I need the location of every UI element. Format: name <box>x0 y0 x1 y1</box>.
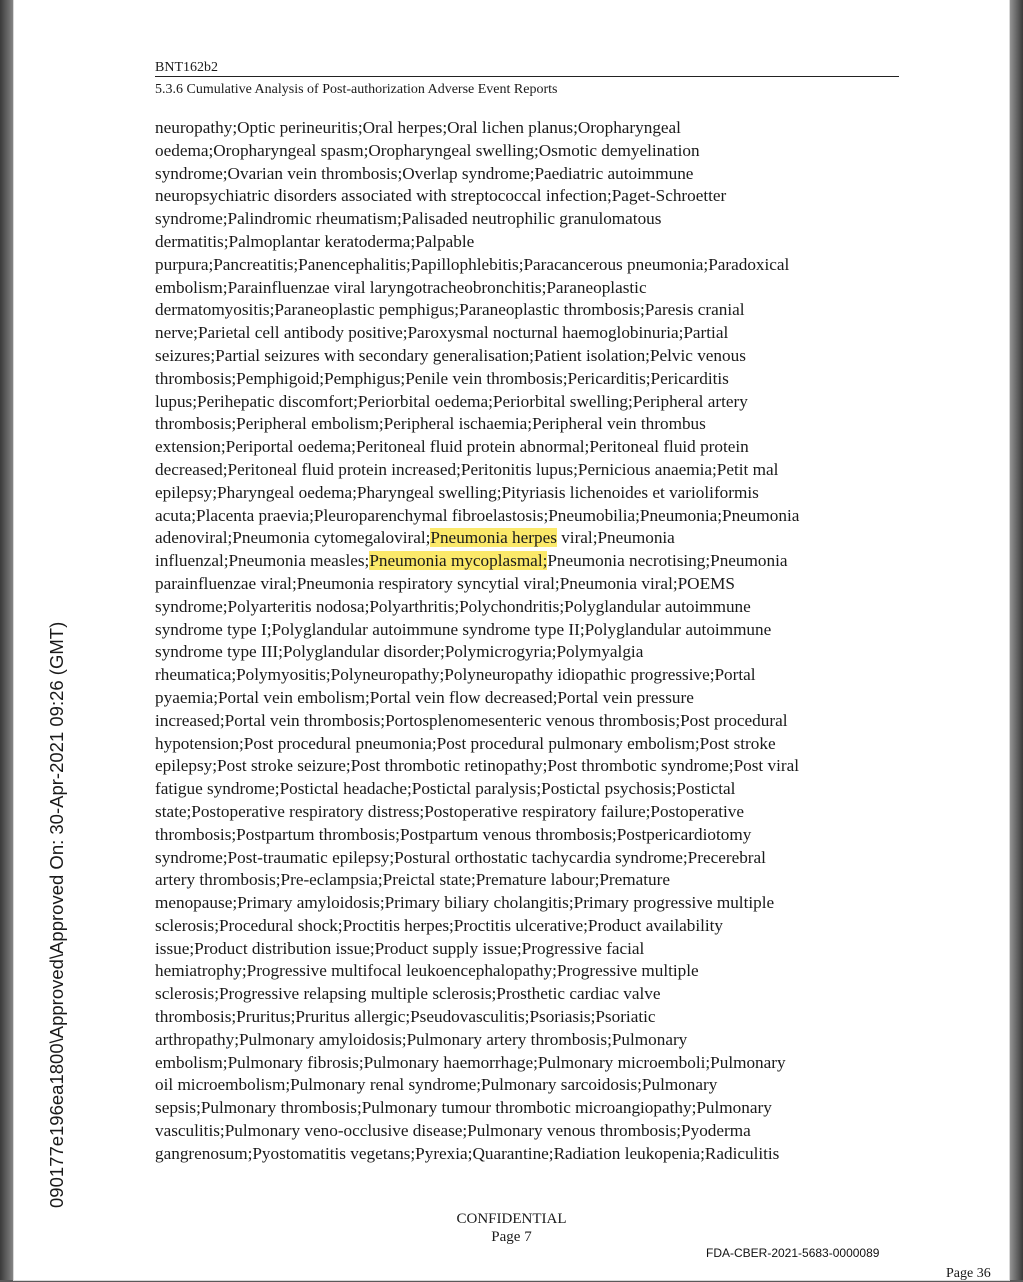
text-segment: menopause;Primary amyloidosis;Primary biliary cholangitis;Primary progressive multiple <box>155 893 775 913</box>
text-segment: thrombosis;Pruritus;Pruritus allergic;Pseudovasculitis;Psoriasis;Psoriatic <box>155 1007 656 1027</box>
text-segment: oedema;Oropharyngeal spasm;Oropharyngeal swelling;Osmotic demyelination <box>155 140 700 160</box>
text-line <box>155 505 899 528</box>
text-segment: sepsis;Pulmonary thrombosis;Pulmonary tumour thrombotic microangiopathy;Pulmonary <box>155 1098 772 1118</box>
text-line <box>155 641 899 664</box>
text-segment: syndrome;Post-traumatic epilepsy;Postural orthostatic tachycardia syndrome;Precerebral <box>155 847 766 867</box>
text-line <box>155 550 899 573</box>
highlighted-text: Pneumonia herpes <box>430 528 557 548</box>
text-segment: issue;Product distribution issue;Product supply issue;Progressive facial <box>155 938 645 958</box>
text-line <box>155 231 899 254</box>
text-segment: increased;Portal vein thrombosis;Portosplenomesenteric venous thrombosis;Post procedural <box>155 710 788 730</box>
text-segment: dermatitis;Palmoplantar keratoderma;Palpable <box>155 231 475 251</box>
text-segment: nerve;Parietal cell antibody positive;Paroxysmal nocturnal haemoglobinuria;Partial <box>155 323 729 343</box>
body-text <box>155 117 899 1166</box>
text-segment: thrombosis;Postpartum thrombosis;Postpartum venous thrombosis;Postpericardiotomy <box>155 824 752 844</box>
text-segment: syndrome;Ovarian vein thrombosis;Overlap syndrome;Paediatric autoimmune <box>155 163 694 183</box>
header-divider <box>155 76 899 77</box>
text-segment: thrombosis;Peripheral embolism;Peripheral ischaemia;Peripheral vein thrombus <box>155 414 706 434</box>
text-line <box>155 140 899 163</box>
document-code: BNT162b2 <box>155 60 218 75</box>
text-line <box>155 436 899 459</box>
text-segment: neuropathy;Optic perineuritis;Oral herpes;Oral lichen planus;Oropharyngeal <box>155 118 681 137</box>
text-line <box>155 983 899 1006</box>
confidential-label: CONFIDENTIAL <box>456 1211 567 1227</box>
text-line <box>155 277 899 300</box>
text-line <box>155 801 899 824</box>
text-line <box>155 413 899 436</box>
text-line <box>155 1029 899 1052</box>
page-total-label: Page 36 <box>946 1266 991 1281</box>
text-line <box>155 869 899 892</box>
text-segment: hypotension;Post procedural pneumonia;Post procedural pulmonary embolism;Post stroke <box>155 733 776 753</box>
text-line <box>155 345 899 368</box>
text-segment: sclerosis;Progressive relapsing multiple sclerosis;Prosthetic cardiac valve <box>155 984 661 1004</box>
text-line <box>155 254 899 277</box>
text-segment: extension;Periportal oedema;Peritoneal fluid protein abnormal;Peritoneal fluid protein <box>155 437 749 457</box>
page-number: Page 7 <box>491 1229 532 1245</box>
text-line <box>155 527 899 550</box>
text-line <box>155 892 899 915</box>
text-segment: fatigue syndrome;Postictal headache;Postictal paralysis;Postictal psychosis;Postictal <box>155 779 736 799</box>
text-segment: artery thrombosis;Pre-eclampsia;Preictal state;Premature labour;Premature <box>155 870 670 890</box>
text-segment: seizures;Partial seizures with secondary generalisation;Patient isolation;Pelvic venous <box>155 345 746 365</box>
text-segment: embolism;Pulmonary fibrosis;Pulmonary haemorrhage;Pulmonary microemboli;Pulmonary <box>155 1052 786 1072</box>
text-line <box>155 1074 899 1097</box>
text-line <box>155 619 899 642</box>
text-line <box>155 596 899 619</box>
text-segment: Pneumonia necrotising;Pneumonia <box>547 551 788 571</box>
text-segment: syndrome type III;Polyglandular disorder;Polymicrogyria;Polymyalgia <box>155 642 644 662</box>
text-segment: sclerosis;Procedural shock;Proctitis herpes;Proctitis ulcerative;Product availability <box>155 915 724 935</box>
text-segment: arthropathy;Pulmonary amyloidosis;Pulmonary artery thrombosis;Pulmonary <box>155 1029 688 1049</box>
text-line <box>155 117 899 140</box>
text-line <box>155 755 899 778</box>
text-line <box>155 459 899 482</box>
text-segment: hemiatrophy;Progressive multifocal leukoencephalopathy;Progressive multiple <box>155 961 699 981</box>
text-line <box>155 368 899 391</box>
text-segment: decreased;Peritoneal fluid protein increased;Peritonitis lupus;Pernicious anaemia;Petit mal <box>155 459 779 479</box>
text-segment: neuropsychiatric disorders associated with streptococcal infection;Paget-Schroetter <box>155 186 727 206</box>
text-segment: syndrome;Polyarteritis nodosa;Polyarthritis;Polychondritis;Polyglandular autoimmune <box>155 596 751 616</box>
text-segment: viral;Pneumonia <box>556 528 675 548</box>
text-line <box>155 1143 899 1166</box>
text-line <box>155 391 899 414</box>
text-segment: acuta;Placenta praevia;Pleuroparenchymal fibroelastosis;Pneumobilia;Pneumonia;Pneumonia <box>155 505 800 525</box>
highlighted-text: Pneumonia mycoplasmal; <box>369 551 548 571</box>
text-segment: thrombosis;Pemphigoid;Pemphigus;Penile vein thrombosis;Pericarditis;Pericarditis <box>155 368 729 388</box>
text-segment: gangrenosum;Pyostomatitis vegetans;Pyrexia;Quarantine;Radiation leukopenia;Radiculitis <box>155 1143 780 1163</box>
text-segment: epilepsy;Post stroke seizure;Post thrombotic retinopathy;Post thrombotic syndrome;Post viral <box>155 756 799 776</box>
text-line <box>155 960 899 983</box>
text-segment: epilepsy;Pharyngeal oedema;Pharyngeal swelling;Pityriasis lichenoides et varioliformis <box>155 482 759 502</box>
text-line <box>155 847 899 870</box>
text-line <box>155 824 899 847</box>
text-segment: syndrome;Palindromic rheumatism;Palisaded neutrophilic granulomatous <box>155 209 662 229</box>
text-line <box>155 573 899 596</box>
left-edge-shadow <box>0 0 14 1280</box>
text-segment: oil microembolism;Pulmonary renal syndrome;Pulmonary sarcoidosis;Pulmonary <box>155 1075 718 1095</box>
text-segment: rheumatica;Polymyositis;Polyneuropathy;Polyneuropathy idiopathic progressive;Portal <box>155 665 756 685</box>
text-line <box>155 1052 899 1075</box>
text-line <box>155 938 899 961</box>
text-line <box>155 664 899 687</box>
text-segment: adenoviral;Pneumonia cytomegaloviral; <box>155 528 431 548</box>
text-segment: parainfluenzae viral;Pneumonia respiratory syncytial viral;Pneumonia viral;POEMS <box>155 573 735 593</box>
text-segment: pyaemia;Portal vein embolism;Portal vein flow decreased;Portal vein pressure <box>155 687 694 707</box>
text-segment: influenzal;Pneumonia measles; <box>155 551 370 571</box>
text-line <box>155 733 899 756</box>
text-line <box>155 322 899 345</box>
text-segment: lupus;Perihepatic discomfort;Periorbital oedema;Periorbital swelling;Peripheral artery <box>155 391 748 411</box>
text-line <box>155 1120 899 1143</box>
text-line <box>155 1006 899 1029</box>
right-edge-shadow <box>1009 0 1023 1280</box>
section-title: 5.3.6 Cumulative Analysis of Post-authorization Adverse Event Reports <box>155 82 558 97</box>
text-segment: purpura;Pancreatitis;Panencephalitis;Papillophlebitis;Paracancerous pneumonia;Paradoxical <box>155 254 790 274</box>
text-segment: dermatomyositis;Paraneoplastic pemphigus;Paraneoplastic thrombosis;Paresis cranial <box>155 300 745 320</box>
text-line <box>155 185 899 208</box>
text-line <box>155 710 899 733</box>
text-line <box>155 687 899 710</box>
text-line <box>155 915 899 938</box>
text-segment: embolism;Parainfluenzae viral laryngotracheobronchitis;Paraneoplastic <box>155 277 647 297</box>
text-line <box>155 778 899 801</box>
text-line <box>155 482 899 505</box>
text-line <box>155 208 899 231</box>
text-line <box>155 163 899 186</box>
document-id: FDA-CBER-2021-5683-0000089 <box>706 1246 880 1260</box>
text-segment: state;Postoperative respiratory distress;Postoperative respiratory failure;Postoperative <box>155 801 744 821</box>
text-line <box>155 299 899 322</box>
text-segment: vasculitis;Pulmonary veno-occlusive disease;Pulmonary venous thrombosis;Pyoderma <box>155 1121 751 1141</box>
text-line <box>155 1097 899 1120</box>
approval-stamp: 090177e196ea1800\Approved\Approved On: 30-Apr-2021 09:26 (GMT) <box>46 621 67 1208</box>
text-segment: syndrome type I;Polyglandular autoimmune syndrome type II;Polyglandular autoimmune <box>155 619 772 639</box>
